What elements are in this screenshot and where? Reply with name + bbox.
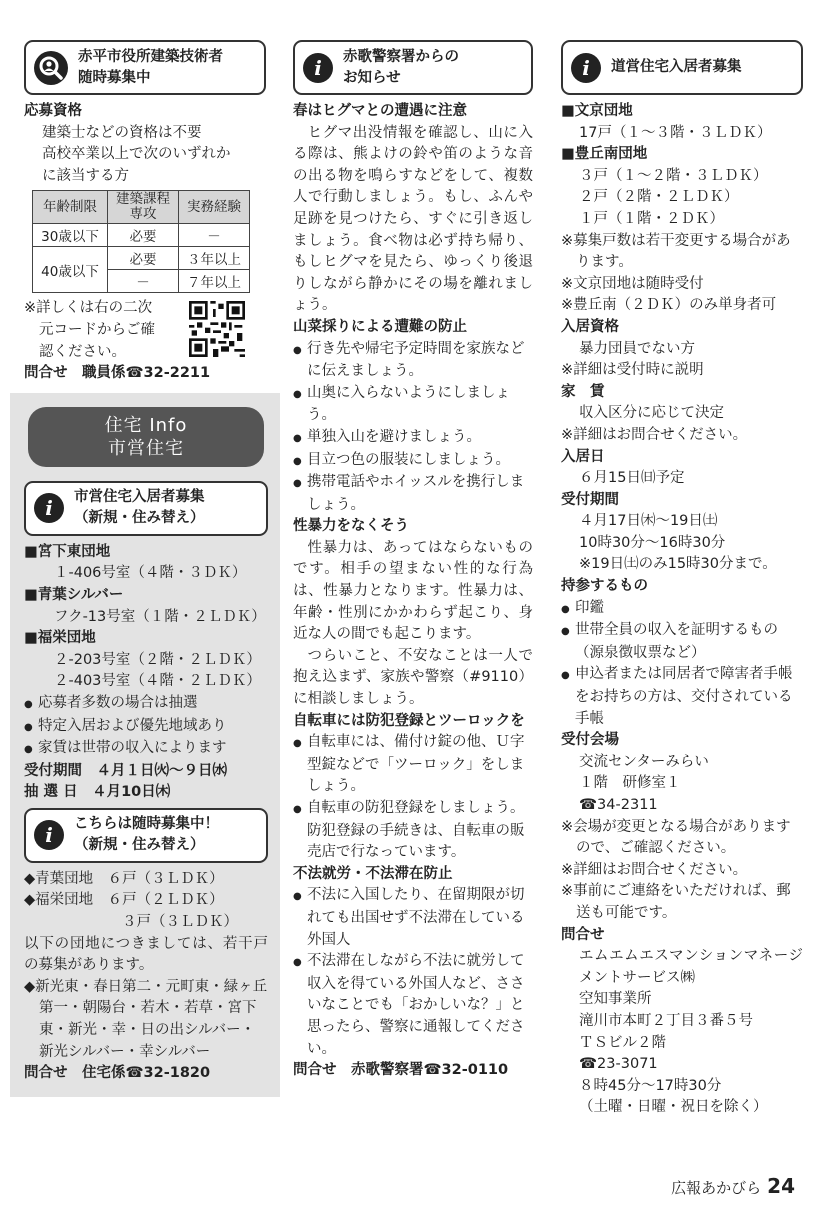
table-cell: 必要 [108, 224, 179, 247]
table-header: 実務経験 [179, 191, 250, 224]
table-cell: ７年以上 [179, 270, 250, 293]
detail-line: 交流センターみらい [579, 753, 709, 770]
qr-code-icon[interactable] [189, 301, 245, 357]
section-heading: 入居資格 [561, 318, 619, 335]
detail-line: （土曜・日曜・祝日を除く） [579, 1099, 768, 1116]
table-cell: － [108, 270, 179, 293]
paragraph: つらいこと、不安なことは一人で抱え込まず、家族や警察（#9110）に相談しましょう。 [293, 647, 533, 708]
vacancy-line: ◆福栄団地 ６戸（２ＬＤＫ） [24, 892, 224, 909]
detail-line: 17戸（１～３階・３ＬＤＫ） [579, 124, 772, 141]
requirements-table [32, 190, 250, 293]
info-icon: i [34, 820, 64, 850]
estate-name: ■青葉シルバー [24, 586, 124, 603]
detail-line: ※募集戸数は若干変更する場合があります。 [561, 232, 791, 271]
section-heading: 持参するもの [561, 578, 648, 595]
column-left [24, 40, 266, 1097]
recruit-title: 赤平市役所建築技術者 随時募集中 [78, 48, 223, 86]
info-icon: i [571, 53, 601, 83]
section-heading: 不法就労・不法滞在防止 [293, 865, 453, 882]
page-footer [671, 1174, 795, 1198]
search-person-icon [34, 51, 68, 85]
vacancy-note: 以下の団地につきましては、若干戸の募集があります。 [24, 935, 268, 974]
detail-line: ３戸（１～２階・３ＬＤＫ） [579, 167, 768, 184]
detail-line: ※詳細は受付時に説明 [561, 362, 704, 379]
section-heading: ■豊丘南団地 [561, 146, 648, 163]
lottery-date: 抽 選 日 ４月10日㈭ [24, 784, 171, 801]
section-heading: 性暴力をなくそう [293, 518, 409, 535]
housing-contact: 問合せ 住宅係☎32-1820 [24, 1065, 211, 1082]
prefectural-housing-title: 道営住宅入居者募集 [611, 59, 742, 75]
qr-note-line: 元コードからご確 [39, 321, 155, 338]
bullet-item: ● 山奥に入らないようにしましょう。 [293, 383, 533, 427]
bullet-item: ● 特定入居および優先地域あり [24, 716, 268, 739]
detail-line: ※詳細はお問合せください。 [561, 426, 748, 443]
vacancy-line: ３戸（３ＬＤＫ） [122, 914, 238, 931]
police-header-box [293, 40, 533, 95]
table-cell: 30歳以下 [33, 224, 108, 247]
recruit-header-box [24, 40, 266, 95]
publication-name: 広報あかびら [671, 1179, 762, 1197]
qr-note-line: 認ください。 [39, 343, 126, 360]
info-icon: i [303, 53, 333, 83]
table-header: 年齢制限 [33, 191, 108, 224]
qr-note-block [24, 298, 266, 363]
municipal-housing-header [24, 481, 268, 536]
detail-line: ※豊丘南（２ＤＫ）のみ単身者可 [561, 297, 777, 314]
paragraph: ヒグマ出没情報を確認し、山に入る際は、熊よけの鈴や笛のような音の出る物を鳴らすなどをして、複数人で行動しましょう。もし、ふんや足跡を見つけたら、すぐに引き返しましょう。食べ物は必ず持ち帰り、もしヒグマを見たら、ゆっくり後退りしながら静かにその場を離れましょう。 [293, 124, 533, 314]
paragraph: 性暴力は、あってはならないものです。相手の望まない性的な行為は、性暴力となります。性暴力は、年齢・性別にかかわらず起こり、身近な人の間でも起こります。 [293, 539, 533, 643]
detail-line: ＴＳビル２階 [579, 1034, 666, 1051]
qualification-line: に該当する方 [42, 167, 129, 184]
unit-line: ２-203号室（２階・２ＬＤＫ） [54, 651, 261, 668]
bullet-item: ● 目立つ色の服装にしましょう。 [293, 450, 533, 473]
anytime-recruit-header [24, 808, 268, 863]
section-heading: 家 賃 [561, 383, 605, 400]
section-heading: ■文京団地 [561, 103, 633, 119]
table-cell: － [179, 224, 250, 247]
bullet-item: ● 応募者多数の場合は抽選 [24, 693, 268, 716]
qualification-line: 建築士などの資格は不要 [42, 124, 202, 141]
housing-info-banner: 住宅 Info 市営住宅 [28, 407, 264, 467]
section-heading: 春はヒグマとの遭遇に注意 [293, 103, 467, 119]
detail-line: ☎34-2311 [579, 797, 658, 813]
unit-line: フク-13号室（１階・２ＬＤＫ） [54, 608, 266, 625]
table-cell: 40歳以下 [33, 247, 108, 293]
unit-line: ２-403号室（４階・２ＬＤＫ） [54, 673, 261, 690]
detail-line: 暴力団員でない方 [579, 340, 695, 357]
detail-line: 収入区分に応じて決定 [579, 405, 724, 422]
prefectural-housing-details [561, 101, 803, 1119]
detail-line: 10時30分～16時30分 [579, 534, 726, 551]
section-heading: 受付会場 [561, 732, 619, 749]
application-period: 受付期間 ４月１日㈫～９日㈬ [24, 762, 227, 779]
bullet-item: ● 自転車には、備付け錠の他、Ｕ字型錠などで「ツーロック」をしましょう。 [293, 732, 533, 798]
table-cell: 必要 [108, 247, 179, 270]
detail-line: ● 申込者または同居者で障害者手帳をお持ちの方は、交付されている手帳 [561, 664, 803, 730]
qualification-line: 高校卒業以上で次のいずれか [42, 146, 231, 163]
table-header: 建築課程専攻 [108, 191, 179, 224]
contact-line: 問合せ 職員係☎32-2211 [24, 365, 211, 382]
detail-line: ４月17日㈭～19日㈯ [579, 513, 718, 530]
estate-name: ■福栄団地 [24, 630, 96, 647]
qualification-heading: 応募資格 [24, 103, 82, 119]
prefectural-housing-header [561, 40, 803, 95]
bullet-item: ● 家賃は世帯の収入によります [24, 738, 268, 761]
detail-line: エムエムエスマンションマネージメントサービス㈱ [579, 948, 803, 986]
info-icon: i [34, 493, 64, 523]
bullet-item: ● 不法に入国したり、在留期限が切れても出国せず不法滞在している外国人 [293, 885, 533, 951]
police-contact: 問合せ 赤歌警察署☎32-0110 [293, 1062, 509, 1079]
section-heading: 山菜採りによる遭難の防止 [293, 318, 467, 335]
bullet-item: ● 行き先や帰宅予定時間を家族などに伝えましょう。 [293, 339, 533, 383]
unit-line: １-406号室（４階・３ＤＫ） [54, 565, 247, 582]
bullet-item: ● 携帯電話やホイッスルを携行しましょう。 [293, 472, 533, 516]
section-heading: 入居日 [561, 448, 605, 465]
page-number: 24 [767, 1174, 795, 1198]
detail-line: ● 世帯全員の収入を証明するもの（源泉徴収票など） [561, 620, 803, 664]
estate-list: ◆新光東・春日第二・元町東・緑ヶ丘第一・朝陽台・若木・若草・宮下東・新光・幸・日の出シルバー・新光シルバー・幸シルバー [24, 978, 268, 1060]
table-cell: ３年以上 [179, 247, 250, 270]
vacancy-line: ◆青葉団地 ６戸（３ＬＤＫ） [24, 870, 224, 887]
detail-line: ２戸（２階・２ＬＤＫ） [579, 189, 739, 206]
detail-line: １階 研修室１ [579, 775, 681, 792]
table-row [33, 224, 250, 247]
detail-line: ● 印鑑 [561, 598, 803, 621]
anytime-recruit-title: こちらは随時募集中！ （新規・住み替え） [74, 816, 219, 854]
detail-line: ※事前にご連絡をいただければ、郵送も可能です。 [561, 883, 791, 921]
detail-line: ６月15日㈰予定 [579, 470, 685, 487]
section-heading: 自転車には防犯登録とツーロックを [293, 712, 525, 729]
section-heading: 受付期間 [561, 491, 619, 508]
detail-line: ※文京団地は随時受付 [561, 275, 704, 292]
bullet-item: ● 単独入山を避けましょう。 [293, 427, 533, 450]
table-row [33, 247, 250, 270]
detail-line: 空知事業所 [579, 991, 652, 1008]
bullet-item: ● 不法滞在しながら不法に就労して収入を得ている外国人など、ささいなことでも「おかしいな？」と思ったら、警察に通報してください。 [293, 951, 533, 1060]
detail-line: ※19日㈯のみ15時30分まで。 [579, 556, 777, 573]
detail-line: ※会場が変更となる場合がありますので、ご確認ください。 [561, 818, 791, 857]
section-heading: 問合せ [561, 926, 605, 943]
column-middle [293, 40, 533, 1082]
detail-line: ☎23-3071 [579, 1056, 658, 1073]
detail-line: ※詳細はお問合せください。 [561, 861, 748, 878]
municipal-housing-title: 市営住宅入居者募集 （新規・住み替え） [74, 489, 205, 527]
housing-info-panel [10, 393, 280, 1097]
detail-line: 滝川市本町２丁目３番５号 [579, 1012, 753, 1029]
detail-line: ８時45分～17時30分 [579, 1077, 722, 1094]
estate-name: ■宮下東団地 [24, 543, 111, 560]
detail-line: １戸（１階・２ＤＫ） [579, 210, 724, 227]
qr-note-line: ※詳しくは右の二次 [24, 300, 153, 317]
column-right [561, 40, 803, 1119]
bullet-item: ● 自転車の防犯登録をしましょう。防犯登録の手続きは、自転車の販売店で行なっています。 [293, 798, 533, 864]
police-title: 赤歌警察署からの お知らせ [343, 48, 459, 86]
